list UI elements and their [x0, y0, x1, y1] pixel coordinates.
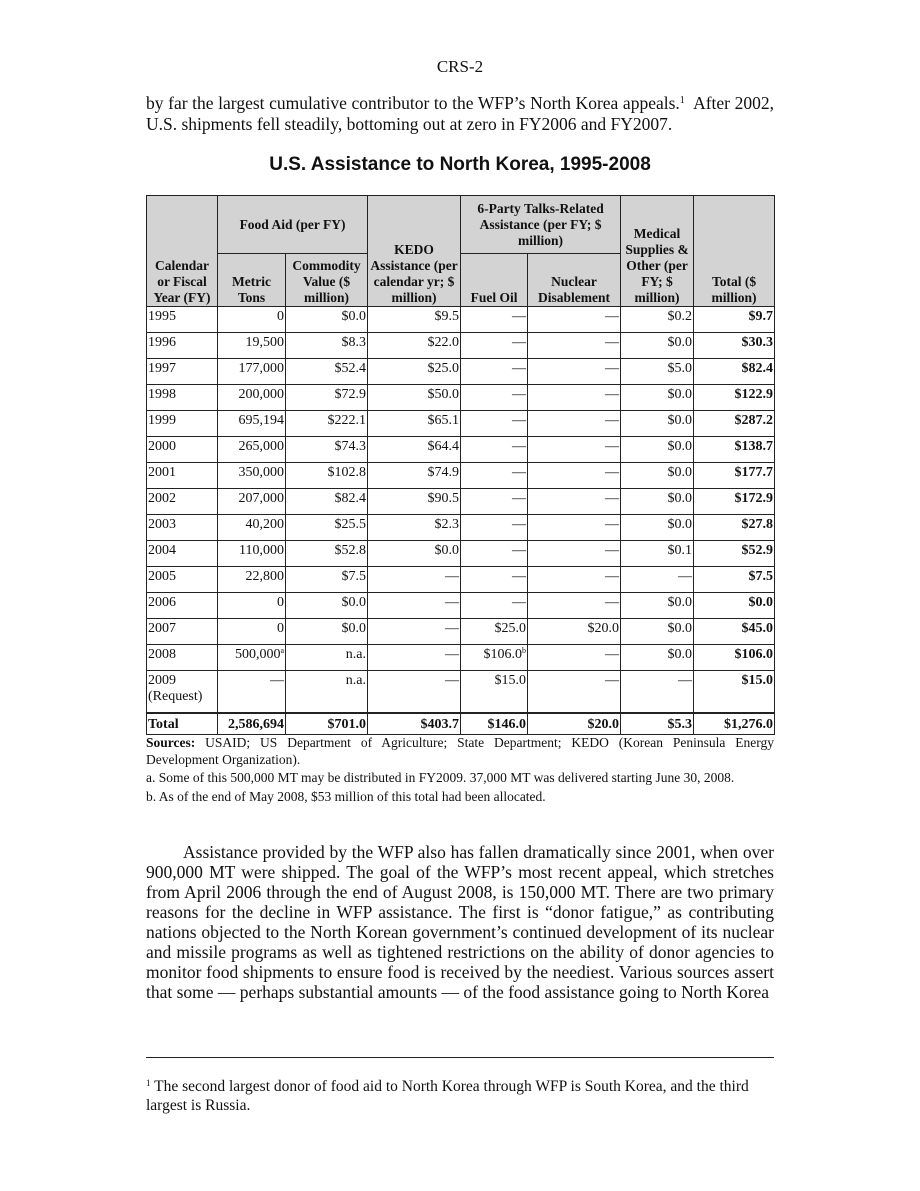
cell-nuclear: —	[528, 385, 621, 411]
footnote-number: 1	[146, 1078, 151, 1088]
cell-kedo: —	[368, 593, 461, 619]
cell-year: 2005	[147, 567, 218, 593]
cell-medical: $0.0	[621, 385, 694, 411]
cell-fuel-oil: —	[461, 593, 528, 619]
header-fuel-oil: Fuel Oil	[461, 254, 528, 307]
cell-total: $287.2	[694, 411, 775, 437]
cell-commodity-value: $82.4	[286, 489, 368, 515]
cell-nuclear: —	[528, 515, 621, 541]
cell-fuel-oil: —	[461, 385, 528, 411]
cell-total: $122.9	[694, 385, 775, 411]
cell-total: $82.4	[694, 359, 775, 385]
cell-fuel-oil	[461, 645, 528, 671]
header-party-talks: 6-Party Talks-Related Assistance (per FY; $ million)	[461, 196, 621, 254]
note-a: a. Some of this 500,000 MT may be distributed in FY2009. 37,000 MT was delivered starting June 30, 2008.	[146, 770, 735, 785]
cell-year: 1997	[147, 359, 218, 385]
table-row	[147, 307, 775, 333]
sources-note	[146, 734, 774, 768]
cell-nuclear: $20.0	[528, 713, 621, 735]
cell-commodity-value: $25.5	[286, 515, 368, 541]
table-total-row	[147, 713, 775, 735]
cell-metric-tons: 22,800	[218, 567, 286, 593]
cell-total: $172.9	[694, 489, 775, 515]
cell-nuclear: —	[528, 593, 621, 619]
cell-total: $1,276.0	[694, 713, 775, 735]
cell-year: 2008	[147, 645, 218, 671]
cell-metric-tons: 19,500	[218, 333, 286, 359]
cell-year: 1995	[147, 307, 218, 333]
cell-metric-tons: 2,586,694	[218, 713, 286, 735]
cell-total: $45.0	[694, 619, 775, 645]
cell-metric-tons: 0	[218, 619, 286, 645]
cell-nuclear: $20.0	[528, 619, 621, 645]
header-medical: Medical Supplies & Other (per FY; $ million)	[621, 196, 694, 307]
cell-commodity-value: $0.0	[286, 619, 368, 645]
footnote	[146, 1077, 774, 1115]
cell-total: $52.9	[694, 541, 775, 567]
cell-nuclear: —	[528, 541, 621, 567]
cell-fuel-oil: $15.0	[461, 671, 528, 714]
cell-total: $15.0	[694, 671, 775, 714]
cell-fuel-oil: —	[461, 463, 528, 489]
cell-medical: $0.1	[621, 541, 694, 567]
cell-kedo: $9.5	[368, 307, 461, 333]
cell-metric-tons: 695,194	[218, 411, 286, 437]
table-row	[147, 385, 775, 411]
cell-total: $0.0	[694, 593, 775, 619]
cell-medical: $0.2	[621, 307, 694, 333]
table-row	[147, 333, 775, 359]
cell-year: 2001	[147, 463, 218, 489]
table-notes	[146, 734, 774, 805]
cell-nuclear: —	[528, 437, 621, 463]
cell-nuclear: —	[528, 359, 621, 385]
cell-commodity-value: n.a.	[286, 671, 368, 714]
cell-fuel-oil: —	[461, 307, 528, 333]
cell-kedo: —	[368, 671, 461, 714]
cell-fuel-oil: $146.0	[461, 713, 528, 735]
cell-nuclear: —	[528, 463, 621, 489]
cell-fuel-oil: —	[461, 333, 528, 359]
cell-kedo: $22.0	[368, 333, 461, 359]
cell-kedo: $50.0	[368, 385, 461, 411]
cell-total: $106.0	[694, 645, 775, 671]
cell-commodity-value: $74.3	[286, 437, 368, 463]
cell-metric-tons: 177,000	[218, 359, 286, 385]
cell-metric-tons: 350,000	[218, 463, 286, 489]
cell-kedo: —	[368, 645, 461, 671]
cell-medical: $0.0	[621, 515, 694, 541]
body-paragraph: Assistance provided by the WFP also has fallen dramatically since 2001, when over 900,000 MT were shipped. The goal of the WFP’s most recent appeal, which stretches from April 2006 through the end of August 2008, is 150,000 MT. There are two primary reasons for the decline in WFP assistance. The first is “donor fatigue,” as contributing nations objected to the North Korean government’s continued development of its nuclear and missile programs as well as tightened restrictions on the ability of donor agencies to monitor food shipments to ensure food is received by the neediest. Various sources assert that some — perhaps substantial amounts — of the food assistance going to North Korea	[146, 842, 774, 1002]
table-row	[147, 515, 775, 541]
cell-kedo: $403.7	[368, 713, 461, 735]
cell-total: $9.7	[694, 307, 775, 333]
cell-metric-tons: 200,000	[218, 385, 286, 411]
table-row	[147, 541, 775, 567]
table-row	[147, 411, 775, 437]
cell-metric-tons: 207,000	[218, 489, 286, 515]
table-row	[147, 645, 775, 671]
cell-year: 1998	[147, 385, 218, 411]
cell-commodity-value: $52.8	[286, 541, 368, 567]
cell-commodity-value: $0.0	[286, 593, 368, 619]
cell-commodity-value: $72.9	[286, 385, 368, 411]
cell-commodity-value: $102.8	[286, 463, 368, 489]
cell-medical: $5.0	[621, 359, 694, 385]
cell-medical: $0.0	[621, 333, 694, 359]
cell-fuel-oil: —	[461, 541, 528, 567]
cell-nuclear: —	[528, 567, 621, 593]
cell-year: 2006	[147, 593, 218, 619]
cell-medical: $5.3	[621, 713, 694, 735]
header-nuclear-disablement: Nuclear Disablement	[528, 254, 621, 307]
intro-paragraph	[146, 93, 779, 135]
cell-commodity-value: $701.0	[286, 713, 368, 735]
intro-text-continued: After 2002, U.S. shipments fell steadily, bottoming out at zero in FY2006 and FY2007.	[146, 93, 779, 134]
cell-metric-tons	[218, 645, 286, 671]
cell-year: 2003	[147, 515, 218, 541]
table-row	[147, 567, 775, 593]
header-year: Calendar or Fiscal Year (FY)	[147, 196, 218, 307]
table-row	[147, 671, 775, 714]
cell-nuclear: —	[528, 489, 621, 515]
cell-fuel-oil: —	[461, 437, 528, 463]
cell-fuel-oil: $25.0	[461, 619, 528, 645]
year-value: 2009	[148, 673, 176, 688]
cell-commodity-value: $0.0	[286, 307, 368, 333]
cell-year: 1999	[147, 411, 218, 437]
cell-commodity-value: $222.1	[286, 411, 368, 437]
sources-text: USAID; US Department of Agriculture; State Department; KEDO (Korean Peninsula Energy Development Organization).	[146, 735, 774, 767]
cell-kedo: $2.3	[368, 515, 461, 541]
cell-medical: $0.0	[621, 411, 694, 437]
table-row	[147, 463, 775, 489]
cell-commodity-value: n.a.	[286, 645, 368, 671]
cell-year: 1996	[147, 333, 218, 359]
cell-metric-tons: 0	[218, 307, 286, 333]
year-note: (Request)	[148, 689, 203, 704]
cell-year: 2007	[147, 619, 218, 645]
cell-medical: $0.0	[621, 437, 694, 463]
cell-nuclear: —	[528, 645, 621, 671]
cell-medical: $0.0	[621, 489, 694, 515]
cell-metric-tons: 40,200	[218, 515, 286, 541]
table-row	[147, 437, 775, 463]
footnote-text: The second largest donor of food aid to North Korea through WFP is South Korea, and the third largest is Russia.	[146, 1078, 749, 1114]
cell-kedo: $64.4	[368, 437, 461, 463]
note-b: b. As of the end of May 2008, $53 million of this total had been allocated.	[146, 789, 546, 804]
cell-total: $177.7	[694, 463, 775, 489]
cell-fuel-oil: —	[461, 359, 528, 385]
header-food-aid: Food Aid (per FY)	[218, 196, 368, 254]
cell-medical: $0.0	[621, 619, 694, 645]
cell-medical: —	[621, 671, 694, 714]
table-row	[147, 359, 775, 385]
cell-nuclear: —	[528, 307, 621, 333]
cell-total: $27.8	[694, 515, 775, 541]
cell-metric-tons: 0	[218, 593, 286, 619]
cell-nuclear: —	[528, 411, 621, 437]
header-total: Total ($ million)	[694, 196, 775, 307]
cell-total: $30.3	[694, 333, 775, 359]
cell-kedo: —	[368, 567, 461, 593]
cell-kedo: $0.0	[368, 541, 461, 567]
cell-year: 2002	[147, 489, 218, 515]
cell-fuel-oil: —	[461, 489, 528, 515]
cell-kedo: —	[368, 619, 461, 645]
page-number: CRS-2	[436, 57, 484, 76]
cell-kedo: $90.5	[368, 489, 461, 515]
table-row	[147, 593, 775, 619]
cell-kedo: $74.9	[368, 463, 461, 489]
cell-metric-tons: 265,000	[218, 437, 286, 463]
sources-label: Sources:	[146, 735, 196, 750]
cell-total: $7.5	[694, 567, 775, 593]
cell-medical: $0.0	[621, 645, 694, 671]
cell-nuclear: —	[528, 333, 621, 359]
table-note-ref: b	[522, 646, 527, 655]
cell-year: 2000	[147, 437, 218, 463]
cell-metric-tons: —	[218, 671, 286, 714]
intro-text: by far the largest cumulative contributor to the WFP’s North Korea appeals.	[146, 93, 680, 113]
cell-medical: $0.0	[621, 463, 694, 489]
cell-commodity-value: $8.3	[286, 333, 368, 359]
cell-total: $138.7	[694, 437, 775, 463]
cell-year	[147, 671, 218, 714]
cell-metric-tons: 110,000	[218, 541, 286, 567]
cell-medical: —	[621, 567, 694, 593]
footnote-ref[interactable]: 1	[679, 95, 685, 106]
cell-year: 2004	[147, 541, 218, 567]
cell-kedo: $25.0	[368, 359, 461, 385]
table-row	[147, 619, 775, 645]
cell-commodity-value: $52.4	[286, 359, 368, 385]
fuel-value: $106.0	[483, 647, 523, 662]
table-title: U.S. Assistance to North Korea, 1995-2008	[269, 154, 651, 175]
header-commodity-value: Commodity Value ($ million)	[286, 254, 368, 307]
cell-fuel-oil: —	[461, 411, 528, 437]
cell-kedo: $65.1	[368, 411, 461, 437]
cell-fuel-oil: —	[461, 567, 528, 593]
assistance-table	[146, 195, 775, 735]
table-note-ref: a	[280, 646, 284, 655]
cell-commodity-value: $7.5	[286, 567, 368, 593]
header-metric-tons: Metric Tons	[218, 254, 286, 307]
footnote-divider	[146, 1057, 774, 1058]
cell-nuclear: —	[528, 671, 621, 714]
cell-fuel-oil: —	[461, 515, 528, 541]
table-row	[147, 489, 775, 515]
tons-value: 500,000	[234, 647, 281, 662]
cell-year: Total	[147, 713, 218, 735]
cell-medical: $0.0	[621, 593, 694, 619]
header-kedo: KEDO Assistance (per calendar yr; $ million)	[368, 196, 461, 307]
